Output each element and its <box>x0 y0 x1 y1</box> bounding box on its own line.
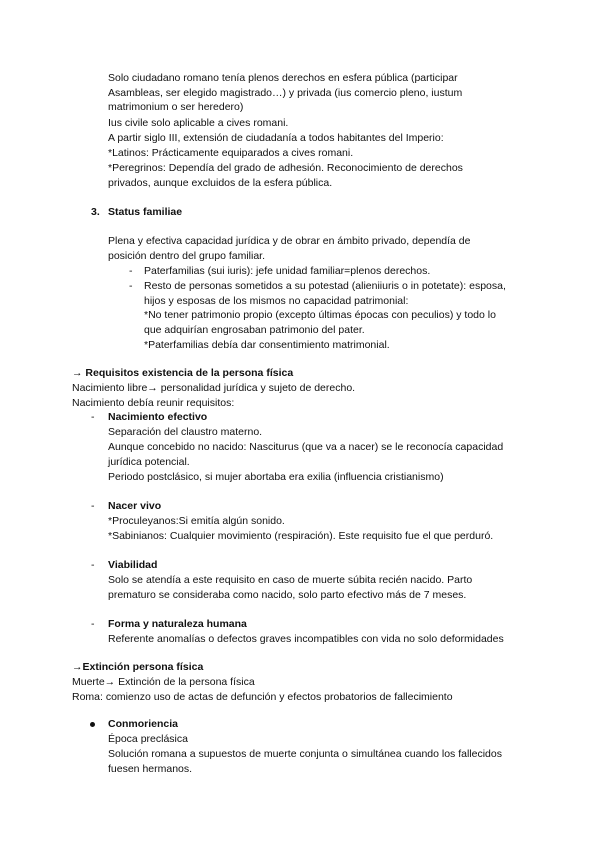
list-bullet: - <box>91 559 95 571</box>
subheading-nacimiento-efectivo: Nacimiento efectivo <box>108 411 208 423</box>
subheading-conmoriencia: Conmoriencia <box>108 718 179 730</box>
list-bullet: - <box>129 280 133 292</box>
text-line: *Peregrinos: Dependía del grado de adhesión. Reconocimiento de derechos <box>108 162 463 174</box>
text-line: Nacimiento libre→ personalidad jurídica y sujeto de derecho. <box>72 382 356 394</box>
list-item: Paterfamilias (sui iuris): jefe unidad familiar=plenos derechos. <box>144 265 431 277</box>
text-line: Asambleas, ser elegido magistrado…) y privada (ius comercio pleno, iustum <box>108 87 463 99</box>
text-line: prematuro se consideraba como nacido, solo parto efectivo más de 7 meses. <box>108 589 467 601</box>
list-bullet: - <box>91 411 95 423</box>
text-line: jurídica potencial. <box>108 456 190 468</box>
text-line: matrimonium o ser heredero) <box>108 101 244 113</box>
text-line: privados, aunque excluidos de la esfera pública. <box>108 177 333 189</box>
text-line: posición dentro del grupo familiar. <box>108 250 266 262</box>
text-line: *Sabinianos: Cualquier movimiento (respiración). Este requisito fue el que perduró. <box>108 530 494 542</box>
text-line: que adquirían engrosaban patrimonio del pater. <box>144 324 365 336</box>
section-heading-extincion: →Extinción persona física <box>72 661 204 673</box>
text-line: Solo se atendía a este requisito en caso de muerte súbita recién nacido. Parto <box>108 574 473 586</box>
text-line: Separación del claustro materno. <box>108 426 263 438</box>
text-line: Plena y efectiva capacidad jurídica y de obrar en ámbito privado, dependía de <box>108 235 471 247</box>
text-line: Solo ciudadano romano tenía plenos derechos en esfera pública (participar <box>108 72 458 84</box>
section-heading-requisitos: → Requisitos existencia de la persona física <box>72 367 294 379</box>
text-line: Ius civile solo aplicable a cives romani. <box>108 117 289 129</box>
text-line: *Latinos: Prácticamente equiparados a cives romani. <box>108 147 354 159</box>
section-heading-status-familiae: Status familiae <box>108 206 183 218</box>
text-line: Referente anomalías o defectos graves incompatibles con vida no solo deformidades <box>108 633 504 645</box>
text-line: *Paterfamilias debía dar consentimiento matrimonial. <box>144 339 390 351</box>
text-line: Roma: comienzo uso de actas de defunción y efectos probatorios de fallecimiento <box>72 691 453 703</box>
text-line: Periodo postclásico, si mujer abortaba era exilia (influencia cristianismo) <box>108 471 444 483</box>
list-bullet: - <box>91 618 95 630</box>
bullet-dot-icon <box>90 722 95 727</box>
text-line: Solución romana a supuestos de muerte conjunta o simultánea cuando los fallecidos <box>108 748 502 760</box>
text-line: Nacimiento debía reunir requisitos: <box>72 397 235 409</box>
section-number: 3. <box>91 206 100 218</box>
text-line: fuesen hermanos. <box>108 763 193 775</box>
list-item: Resto de personas sometidos a su potestad (alieniiuris o in potetate): esposa, <box>144 280 506 292</box>
subheading-viabilidad: Viabilidad <box>108 559 158 571</box>
text-line: *Proculeyanos:Si emitía algún sonido. <box>108 515 285 527</box>
text-line: Época preclásica <box>108 733 188 745</box>
text-line: *No tener patrimonio propio (excepto últimas épocas con peculios) y todo lo <box>144 309 496 321</box>
text-line: A partir siglo III, extensión de ciudadanía a todos habitantes del Imperio: <box>108 132 444 144</box>
list-bullet: - <box>91 500 95 512</box>
list-bullet: - <box>129 265 133 277</box>
text-line: Aunque concebido no nacido: Nasciturus (que va a nacer) se le reconocía capacidad <box>108 441 504 453</box>
text-line: hijos y esposas de los mismos no capacidad patrimonial: <box>144 295 409 307</box>
subheading-forma-naturaleza: Forma y naturaleza humana <box>108 618 247 630</box>
text-line: Muerte→ Extinción de la persona física <box>72 676 255 688</box>
subheading-nacer-vivo: Nacer vivo <box>108 500 162 512</box>
